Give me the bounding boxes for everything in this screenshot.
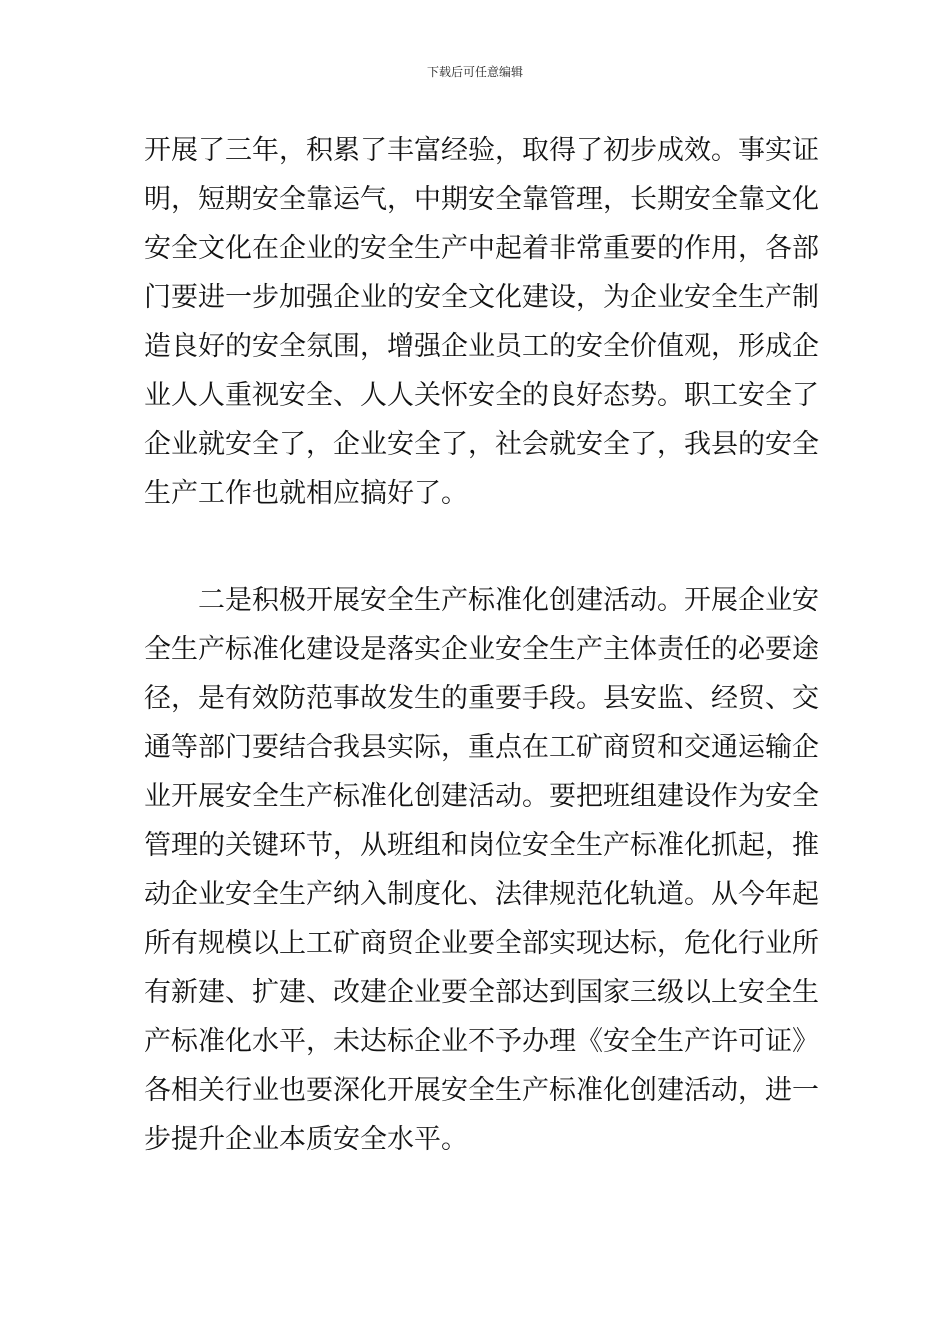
- text-line: 产标准化水平，未达标企业不予办理《安全生产许可证》: [144, 1026, 819, 1057]
- text-line: 企业就安全了，企业安全了，社会就安全了，我县的安全: [144, 429, 819, 460]
- text-line: 业开展安全生产标准化创建活动。要把班组建设作为安全: [144, 781, 819, 812]
- text-line: 安全文化在企业的安全生产中起着非常重要的作用，各部: [144, 233, 819, 264]
- text-line: 通等部门要结合我县实际，重点在工矿商贸和交通运输企: [144, 732, 819, 763]
- paragraph-1: [144, 126, 819, 518]
- text-line: 动企业安全生产纳入制度化、法律规范化轨道。从今年起: [144, 879, 819, 910]
- text-line: 门要进一步加强企业的安全文化建设，为企业安全生产制: [144, 282, 819, 313]
- text-line: 有新建、扩建、改建企业要全部达到国家三级以上安全生: [144, 977, 819, 1008]
- text-line: 开展了三年，积累了丰富经验，取得了初步成效。事实证: [144, 135, 819, 166]
- text-line: 所有规模以上工矿商贸企业要全部实现达标，危化行业所: [144, 928, 819, 959]
- text-line: 造良好的安全氛围，增强企业员工的安全价值观，形成企: [144, 331, 819, 362]
- text-line: 业人人重视安全、人人关怀安全的良好态势。职工安全了: [144, 380, 819, 411]
- text-line: 径，是有效防范事故发生的重要手段。县安监、经贸、交: [144, 683, 819, 714]
- text-line: 明，短期安全靠运气，中期安全靠管理，长期安全靠文化: [144, 184, 819, 215]
- text-line: 生产工作也就相应搞好了。: [144, 478, 468, 509]
- text-line: 各相关行业也要深化开展安全生产标准化创建活动，进一: [144, 1075, 819, 1106]
- text-line: 步提升企业本质安全水平。: [144, 1124, 468, 1155]
- paragraph-2: [144, 576, 819, 1164]
- text-line: 全生产标准化建设是落实企业安全生产主体责任的必要途: [144, 634, 819, 665]
- text-line: 管理的关键环节，从班组和岗位安全生产标准化抓起，推: [144, 830, 819, 861]
- text-line: 二是积极开展安全生产标准化创建活动。开展企业安: [198, 585, 819, 616]
- page-header: 下载后可任意编辑: [426, 65, 523, 79]
